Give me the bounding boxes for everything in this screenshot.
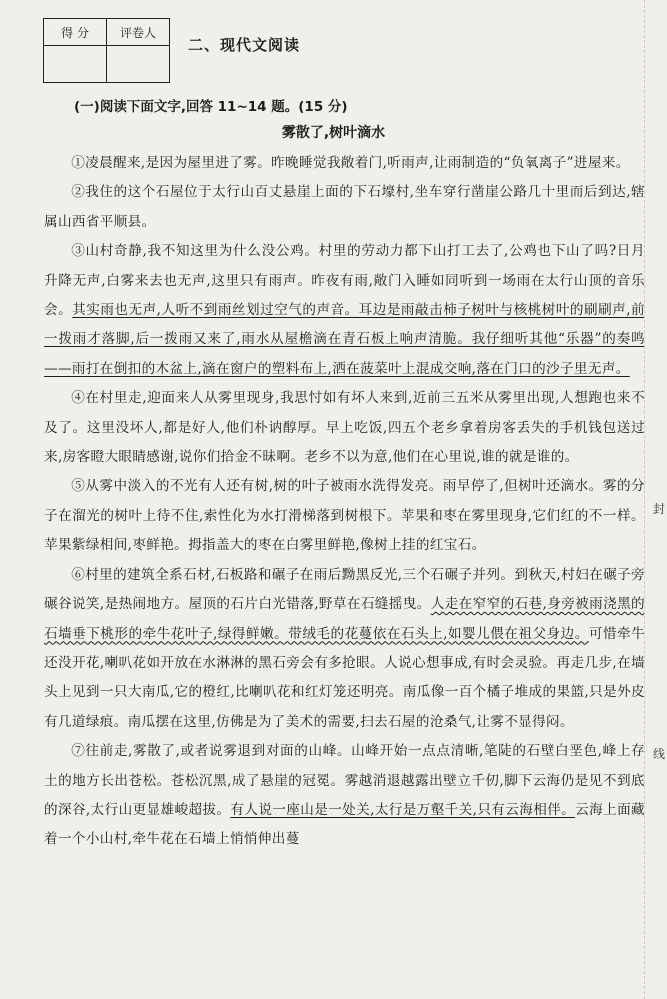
- paragraph-6-text: ⑥村里的建筑全系石材,石板路和碾子在雨后黝黑反光,三个石碾子并列。到秋天,村妇在碾子旁碾谷说笑,是热闹地方。屋顶的石片白光错落,野草在石缝摇曳。: [44, 566, 645, 613]
- paragraph-1: ①凌晨醒来,是因为屋里进了雾。昨晚睡觉我敞着门,听雨声,让雨制造的“负氧离子”进屋来。: [71, 155, 630, 171]
- grader-cell: [107, 46, 170, 83]
- question-intro: (一)阅读下面文字,回答 11~14 题。(15 分): [74, 99, 348, 115]
- binding-fold-line: [644, 0, 645, 999]
- paragraph-3: [44, 237, 645, 384]
- paragraph-7-rest: 云海上面藏着一个小山村,牵牛花在石墙上悄悄伸出蔓: [44, 801, 645, 848]
- article-title: 雾散了,树叶滴水: [281, 125, 386, 141]
- paragraph-3-text: ③山村奇静,我不知这里为什么没公鸡。村里的劳动力都下山打工去了,公鸡也下山了吗?日月升降无声,白雾来去也无声,这里只有雨声。昨夜有雨,敞门入睡如同听到一场雨在太行山顶的音乐会。: [44, 243, 645, 319]
- article-body: [44, 149, 645, 855]
- score-label: 得 分: [44, 19, 107, 46]
- paragraph-5: ⑤从雾中淡入的不光有人还有树,树的叶子被雨水洗得发亮。雨早停了,但树叶还滴水。雾的分子在溜光的树叶上待不住,索性化为水打滑梯落到树根下。苹果和枣在雾里现身,它们红的不一样。苹果紫绿相间,枣鲜艳。拇指盖大的枣在白雾里鲜艳,像树上挂的红宝石。: [44, 478, 645, 554]
- underlined-sentence-2: 有人说一座山是一处关,太行是万壑千关,只有云海相伴。: [230, 801, 576, 818]
- paragraph-6: [44, 561, 645, 737]
- paragraph-7-text: ⑦往前走,雾散了,或者说雾退到对面的山峰。山峰开始一点点清晰,笔陡的石壁白垩色,峰上存土的地方长出苍松。苍松沉黑,成了悬崖的冠冕。雾越消退越露出壁立千仞,脚下云海仍是见不到底的深谷,太行山更显雄峻超拔。: [44, 743, 645, 818]
- margin-mark-seal: 封: [652, 502, 665, 516]
- wavy-underlined-sentence: 人走在窄窄的石巷,身旁被雨浇黑的石墙垂下桃形的牵牛花叶子,绿得鲜嫩。带绒毛的花蔓依在石头上,如婴儿偎在祖父身边。: [44, 596, 646, 642]
- section-title: 二、现代文阅读: [188, 36, 301, 54]
- paragraph-7: [44, 737, 645, 855]
- paragraph-2: ②我住的这个石屋位于太行山百丈悬崖上面的下石壕村,坐车穿行凿崖公路几十里而后到达,辖属山西省平顺县。: [44, 184, 645, 230]
- score-box: [43, 18, 170, 83]
- margin-mark-line: 线: [652, 747, 665, 761]
- grader-label: 评卷人: [107, 19, 170, 46]
- score-cell: [44, 46, 107, 83]
- underlined-sentence: 其实雨也无声,人听不到雨丝划过空气的声音。耳边是雨敲击柿子树叶与核桃树叶的刷刷声,前一拨雨才落脚,后一拨雨又来了,雨水从屋檐滴在青石板上响声清脆。我仔细听其他“乐器”的奏鸣——雨打在倒扣的木盆上,滴在窗户的塑料布上,洒在菠菜叶上混成交响,落在门口的沙子里无声。: [44, 302, 645, 377]
- paragraph-6-rest: 可惜牵牛还没开花,喇叭花如开放在水淋淋的黑石旁会有多抢眼。人说心想事成,有时会灵验。再走几步,在墙头上见到一只大南瓜,它的橙红,比喇叭花和红灯笼还明亮。南瓜像一百个橘子堆成的果篮,只是外皮有几道绿痕。南瓜摆在这里,仿佛是为了美术的需要,扫去石屋的沧桑气,让雾不显得闷。: [44, 625, 646, 730]
- paragraph-4: ④在村里走,迎面来人从雾里现身,我思忖如有坏人来到,近前三五米从雾里出现,人想跑也来不及了。这里没坏人,都是好人,他们朴讷醇厚。早上吃饭,四五个老乡拿着房客丢失的手机钱包送过来,房客瞪大眼睛感谢,说你们拾金不昧啊。老乡不以为意,他们在心里说,谁的就是谁的。: [44, 390, 645, 466]
